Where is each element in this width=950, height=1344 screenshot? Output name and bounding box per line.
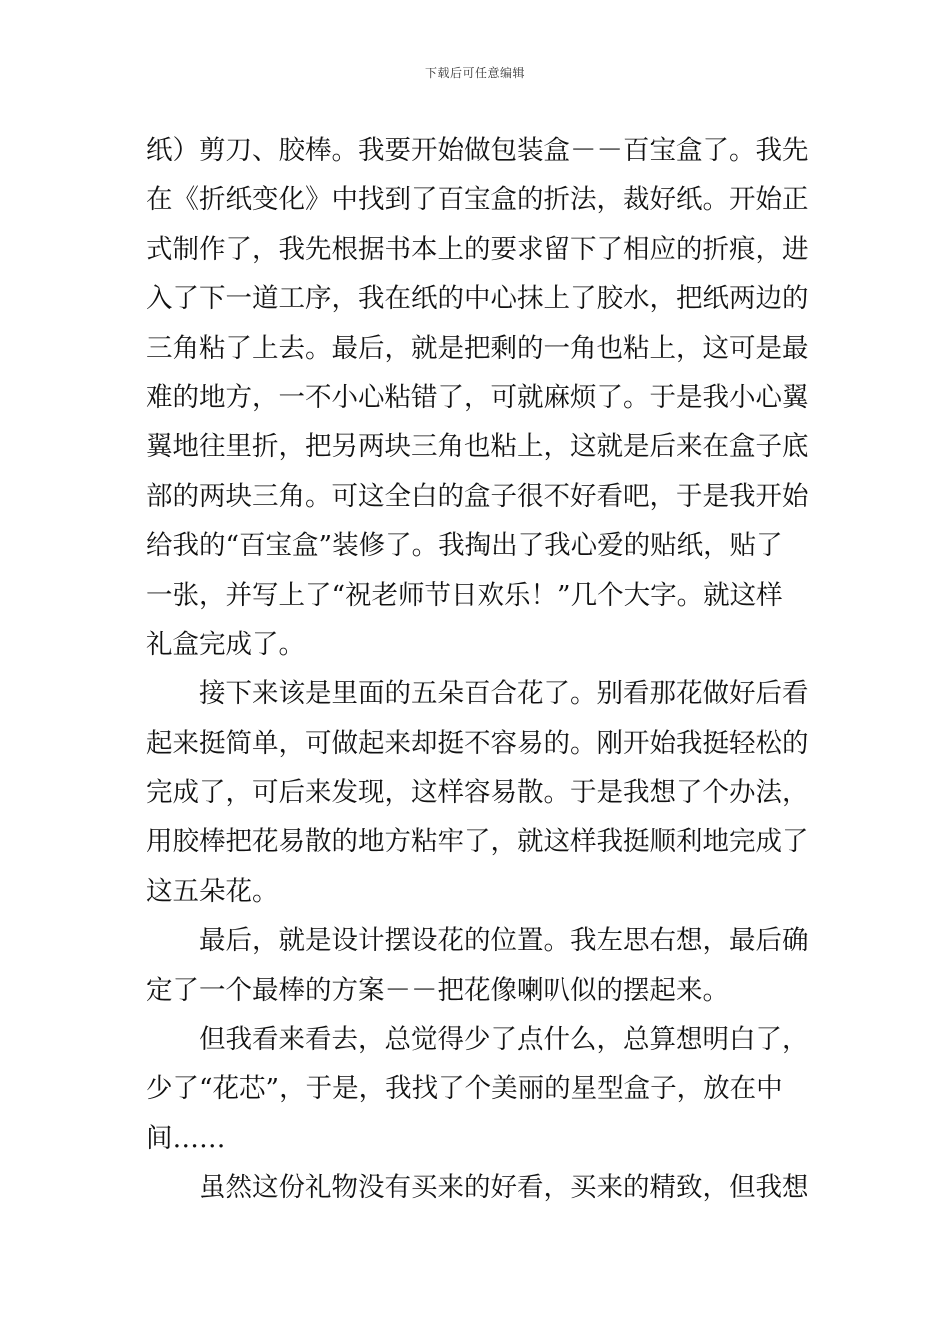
text-line: 入了下一道工序，我在纸的中心抹上了胶水，把纸两边的: [146, 283, 809, 315]
text-line: 完成了，可后来发现，这样容易散。于是我想了个办法，: [146, 777, 809, 809]
text-line: 难的地方，一不小心粘错了，可就麻烦了。于是我小心翼: [146, 381, 809, 413]
text-line: 部的两块三角。可这全白的盒子很不好看吧，于是我开始: [146, 480, 809, 512]
text-line: 在《折纸变化》中找到了百宝盒的折法，裁好纸。开始正: [146, 184, 809, 216]
text-line: 间……: [146, 1122, 226, 1154]
text-line: 定了一个最棒的方案－－把花像喇叭似的摆起来。: [146, 974, 729, 1006]
text-line: 三角粘了上去。最后，就是把剩的一角也粘上，这可是最: [146, 332, 809, 364]
paragraph-first-line: 但我看来看去，总觉得少了点什么，总算想明白了，: [199, 1024, 809, 1056]
text-line: 翼地往里折，把另两块三角也粘上，这就是后来在盒子底: [146, 431, 809, 463]
paragraph-first-line: 接下来该是里面的五朵百合花了。别看那花做好后看: [199, 678, 809, 710]
page-header: 下载后可任意编辑: [424, 66, 525, 80]
text-line: 式制作了，我先根据书本上的要求留下了相应的折痕，进: [146, 233, 809, 265]
text-line: 用胶棒把花易散的地方粘牢了，就这样我挺顺利地完成了: [146, 826, 809, 858]
text-line: 少了“花芯”，于是，我找了个美丽的星型盒子，放在中: [146, 1073, 783, 1105]
text-line: 起来挺简单，可做起来却挺不容易的。刚开始我挺轻松的: [146, 727, 809, 759]
text-line: 一张，并写上了“祝老师节日欢乐！”几个大字。就这样: [146, 579, 783, 611]
text-line: 礼盒完成了。: [146, 628, 305, 660]
body-text: [146, 126, 808, 1213]
paragraph-first-line: 最后，就是设计摆设花的位置。我左思右想，最后确: [199, 925, 809, 957]
text-line: 给我的“百宝盒”装修了。我掏出了我心爱的贴纸，贴了: [146, 530, 783, 562]
text-line: 纸）剪刀、胶棒。我要开始做包装盒－－百宝盒了。我先: [146, 135, 809, 166]
paragraph-first-line: 虽然这份礼物没有买来的好看，买来的精致，但我想: [199, 1172, 809, 1204]
text-line: 这五朵花。: [146, 875, 279, 907]
